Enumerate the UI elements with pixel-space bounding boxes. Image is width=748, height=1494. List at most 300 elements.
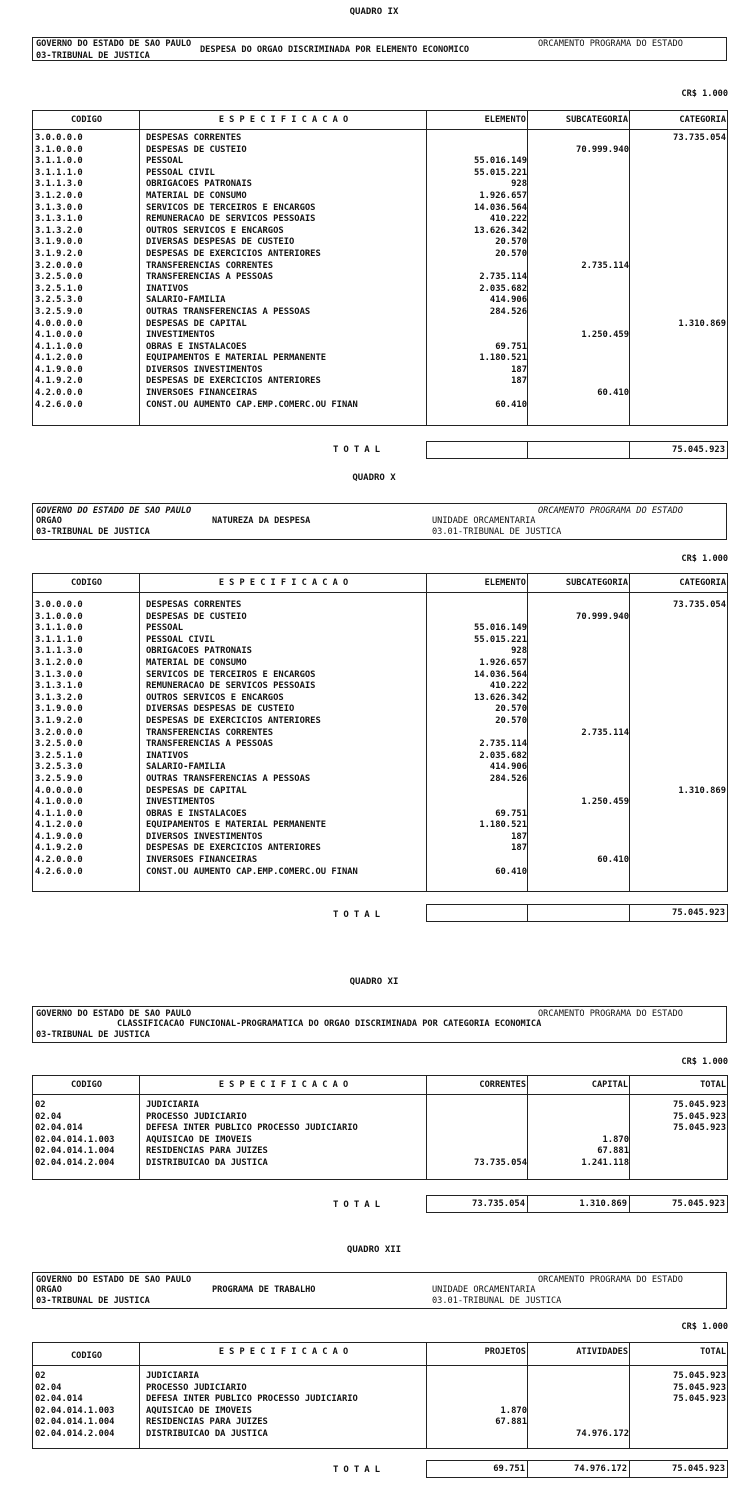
cell-col4: 67.881 xyxy=(597,1146,629,1157)
cell-codigo: 3.0.0.0.0 xyxy=(35,133,83,143)
cell-especificacao: SALARIO-FAMILIA xyxy=(146,762,226,773)
cell-especificacao: INATIVOS xyxy=(146,750,189,761)
table-row xyxy=(33,1100,727,1112)
cell-codigo: 4.0.0.0.0 xyxy=(35,318,83,329)
cell-codigo: 4.1.1.0.0 xyxy=(35,808,83,819)
cell-especificacao: OUTRAS TRANSFERENCIAS A PESSOAS xyxy=(146,773,311,784)
cell-codigo: 3.2.5.3.0 xyxy=(35,762,83,773)
cell-especificacao: DESPESAS DE CAPITAL xyxy=(146,785,247,796)
cell-especificacao: OUTROS SERVICOS E ENCARGOS xyxy=(146,692,284,703)
col-elemento: ELEMENTO xyxy=(484,578,526,588)
cell-codigo: 4.2.6.0.0 xyxy=(35,866,83,877)
cell-codigo: 3.2.5.1.0 xyxy=(35,283,83,294)
cell-especificacao: DISTRIBUICAO DA JUSTICA xyxy=(146,1428,268,1439)
cell-col3: 55.016.149 xyxy=(474,156,527,167)
quadro-ix-rows xyxy=(33,133,727,411)
cell-codigo: 3.1.3.1.0 xyxy=(35,214,83,225)
cell-codigo: 4.1.2.0.0 xyxy=(35,353,83,364)
cell-col5: 75.045.923 xyxy=(673,1111,726,1122)
cell-codigo: 02.04.014.1.003 xyxy=(35,1405,115,1416)
quadro-x-table xyxy=(32,573,728,892)
cell-col3: 13.626.342 xyxy=(474,692,527,703)
quadro-x-total-box xyxy=(426,904,728,922)
col-especificacao: E S P E C I F I C A C A O xyxy=(218,578,349,588)
col-categoria: CATEGORIA xyxy=(679,115,726,125)
quadro-xii-rows xyxy=(33,1371,727,1441)
cell-codigo: 4.2.6.0.0 xyxy=(35,399,83,410)
cell-codigo: 3.1.3.1.0 xyxy=(35,681,83,692)
table-row xyxy=(33,1406,727,1418)
cell-especificacao: RESIDENCIAS PARA JUIZES xyxy=(146,1417,268,1428)
total-atividades: 74.976.172 xyxy=(528,1461,630,1477)
cell-especificacao: SALARIO-FAMILIA xyxy=(146,295,226,306)
cell-col3: 187 xyxy=(511,376,527,387)
table-row xyxy=(33,191,727,203)
total-capital: 1.310.869 xyxy=(528,1196,630,1212)
header-organ: 03-TRIBUNAL DE JUSTICA xyxy=(36,51,150,61)
quadro-ix-table xyxy=(32,110,728,426)
table-row xyxy=(33,1146,727,1158)
quadro-xii-header-box xyxy=(32,1272,727,1309)
cell-col4: 60.410 xyxy=(597,388,629,399)
cell-codigo: 3.1.1.0.0 xyxy=(35,156,83,167)
cell-col5: 1.310.869 xyxy=(678,318,726,329)
cell-col3: 14.036.564 xyxy=(474,669,527,680)
cell-especificacao: OBRIGACOES PATRONAIS xyxy=(146,179,252,190)
cell-especificacao: DEFESA INTER PUBLICO PROCESSO JUDICIARIO xyxy=(146,1123,358,1134)
col-projetos: PROJETOS xyxy=(484,1347,526,1357)
cell-codigo: 3.0.0.0.0 xyxy=(35,600,83,610)
cell-codigo: 3.2.5.9.0 xyxy=(35,306,83,317)
cell-col3: 14.036.564 xyxy=(474,202,527,213)
cell-codigo: 4.1.0.0.0 xyxy=(35,797,83,808)
col-codigo: CODIGO xyxy=(70,115,103,125)
table-row xyxy=(33,1123,727,1135)
cell-codigo: 02.04 xyxy=(35,1382,62,1393)
table-row xyxy=(33,786,727,798)
col-total: TOTAL xyxy=(700,1347,726,1357)
header-unidade: 03.01-TRIBUNAL DE JUSTICA xyxy=(432,1296,562,1306)
cell-col4: 70.999.940 xyxy=(576,611,629,622)
cell-codigo: 3.1.2.0.0 xyxy=(35,190,83,201)
cell-codigo: 3.2.5.9.0 xyxy=(35,773,83,784)
table-row xyxy=(33,809,727,821)
cell-especificacao: DESPESAS DE EXERCICIOS ANTERIORES xyxy=(146,248,321,259)
table-row xyxy=(33,1135,727,1147)
total-categoria: 75.045.923 xyxy=(672,908,725,918)
cell-especificacao: DIVERSOS INVESTIMENTOS xyxy=(146,364,263,375)
cell-codigo: 3.1.3.0.0 xyxy=(35,669,83,680)
header-budget-program: ORCAMENTO PROGRAMA DO ESTADO xyxy=(538,506,683,516)
cell-col4: 1.250.459 xyxy=(581,330,629,341)
cell-col4: 60.410 xyxy=(597,855,629,866)
table-row xyxy=(33,612,727,624)
cell-codigo: 4.1.2.0.0 xyxy=(35,820,83,831)
cell-col3: 1.180.521 xyxy=(479,820,527,831)
cell-col3: 55.015.221 xyxy=(474,167,527,178)
table-row xyxy=(33,693,727,705)
header-subtitle: NATUREZA DA DESPESA xyxy=(212,516,311,526)
table-row xyxy=(33,751,727,763)
col-capital: CAPITAL xyxy=(591,1080,628,1090)
cell-col3: 2.035.682 xyxy=(479,283,527,294)
quadro-ix-header-box xyxy=(32,37,727,61)
cell-col4: 1.870 xyxy=(602,1134,629,1145)
cell-codigo: 3.1.3.2.0 xyxy=(35,225,83,236)
cell-especificacao: AQUISICAO DE IMOVEIS xyxy=(146,1405,252,1416)
cell-col3: 67.881 xyxy=(495,1417,527,1428)
cell-especificacao: TRANSFERENCIAS A PESSOAS xyxy=(146,739,274,750)
table-row xyxy=(33,1383,727,1395)
header-budget-program: ORCAMENTO PROGRAMA DO ESTADO xyxy=(538,39,683,49)
cell-col3: 2.035.682 xyxy=(479,750,527,761)
cell-col3: 187 xyxy=(511,843,527,854)
cell-codigo: 3.1.1.3.0 xyxy=(35,179,83,190)
header-subtitle: DESPESA DO ORGAO DISCRIMINADA POR ELEMENTO ECONOMICO xyxy=(200,45,470,55)
header-unidade-label: UNIDADE ORCAMENTARIA xyxy=(432,1285,536,1295)
cell-col5: 73.735.054 xyxy=(673,600,726,610)
cell-especificacao: PESSOAL CIVIL xyxy=(146,167,215,178)
col-especificacao: E S P E C I F I C A C A O xyxy=(218,115,349,125)
cell-col5: 75.045.923 xyxy=(673,1123,726,1134)
cell-codigo: 4.1.9.0.0 xyxy=(35,831,83,842)
header-subtitle: PROGRAMA DE TRABALHO xyxy=(212,1285,316,1295)
table-row xyxy=(33,623,727,635)
table-row xyxy=(33,1112,727,1124)
col-especificacao: E S P E C I F I C A C A O xyxy=(218,1347,349,1357)
cell-codigo: 3.1.0.0.0 xyxy=(35,144,83,155)
table-row xyxy=(33,261,727,273)
cell-col3: 73.735.054 xyxy=(474,1157,527,1168)
cell-col4: 70.999.940 xyxy=(576,144,629,155)
cell-col3: 13.626.342 xyxy=(474,225,527,236)
cell-codigo: 3.1.1.1.0 xyxy=(35,634,83,645)
cell-col3: 20.570 xyxy=(495,248,527,259)
cell-col3: 55.015.221 xyxy=(474,634,527,645)
table-row xyxy=(33,330,727,342)
cell-especificacao: DESPESAS DE EXERCICIOS ANTERIORES xyxy=(146,843,321,854)
table-header xyxy=(33,1076,727,1095)
cell-col4: 2.735.114 xyxy=(581,260,629,271)
table-row xyxy=(33,832,727,844)
header-government: GOVERNO DO ESTADO DE SAO PAULO xyxy=(36,1275,192,1285)
cell-col3: 187 xyxy=(511,364,527,375)
quadro-ix-title: QUADRO IX xyxy=(349,7,399,17)
col-total: TOTAL xyxy=(700,1080,726,1090)
quadro-x-total-label: TOTAL xyxy=(333,910,386,920)
cell-codigo: 02.04.014 xyxy=(35,1394,83,1405)
table-row xyxy=(33,728,727,740)
cell-especificacao: PESSOAL xyxy=(146,156,184,167)
total-elemento xyxy=(427,905,528,921)
cell-especificacao: OBRAS E INSTALACOES xyxy=(146,808,247,819)
col-subcategoria: SUBCATEGORIA xyxy=(565,578,628,588)
cell-especificacao: INVESTIMENTOS xyxy=(146,330,215,341)
cell-especificacao: OBRAS E INSTALACOES xyxy=(146,341,247,352)
quadro-ix-total-label: TOTAL xyxy=(333,445,386,455)
cell-especificacao: MATERIAL DE CONSUMO xyxy=(146,190,247,201)
cell-col3: 414.906 xyxy=(489,762,527,773)
cell-col5: 75.045.923 xyxy=(673,1371,726,1381)
cell-col3: 69.751 xyxy=(495,808,527,819)
cell-codigo: 4.1.0.0.0 xyxy=(35,330,83,341)
table-row xyxy=(33,272,727,284)
quadro-xii-table xyxy=(32,1342,728,1449)
table-row xyxy=(33,237,727,249)
cell-codigo: 4.1.9.2.0 xyxy=(35,376,83,387)
cell-codigo: 4.0.0.0.0 xyxy=(35,785,83,796)
col-subcategoria: SUBCATEGORIA xyxy=(565,115,628,125)
table-row xyxy=(33,762,727,774)
cell-especificacao: EQUIPAMENTOS E MATERIAL PERMANENTE xyxy=(146,353,327,364)
quadro-xi-header-box xyxy=(32,1006,727,1043)
cell-especificacao: OUTROS SERVICOS E ENCARGOS xyxy=(146,225,284,236)
table-row xyxy=(33,820,727,832)
cell-col3: 410.222 xyxy=(489,681,527,692)
quadro-xi-rows xyxy=(33,1100,727,1170)
cell-especificacao: DIVERSAS DESPESAS DE CUSTEIO xyxy=(146,237,295,248)
cell-col3: 20.570 xyxy=(495,715,527,726)
quadro-ix-total-box xyxy=(426,441,728,459)
table-row xyxy=(33,214,727,226)
col-codigo: CODIGO xyxy=(70,1080,103,1090)
cell-col5: 75.045.923 xyxy=(673,1394,726,1405)
cell-codigo: 4.1.9.0.0 xyxy=(35,364,83,375)
table-row xyxy=(33,797,727,809)
cell-codigo: 4.2.0.0.0 xyxy=(35,388,83,399)
table-row xyxy=(33,388,727,400)
quadro-xi-title: QUADRO XI xyxy=(349,977,399,987)
cell-col3: 928 xyxy=(511,646,527,657)
quadro-xi-unit: CR$ 1.000 xyxy=(681,1057,728,1067)
col-elemento: ELEMENTO xyxy=(484,115,526,125)
cell-col3: 2.735.114 xyxy=(479,739,527,750)
cell-col3: 414.906 xyxy=(489,295,527,306)
cell-codigo: 02.04.014.2.004 xyxy=(35,1428,115,1439)
col-categoria: CATEGORIA xyxy=(679,578,726,588)
cell-codigo: 3.1.3.0.0 xyxy=(35,202,83,213)
cell-col5: 75.045.923 xyxy=(673,1100,726,1110)
quadro-ix-unit: CR$ 1.000 xyxy=(681,89,728,99)
cell-col4: 74.976.172 xyxy=(576,1428,629,1439)
cell-codigo: 4.1.9.2.0 xyxy=(35,843,83,854)
cell-col3: 60.410 xyxy=(495,399,527,410)
table-row xyxy=(33,716,727,728)
cell-col4: 1.250.459 xyxy=(581,797,629,808)
cell-col3: 20.570 xyxy=(495,237,527,248)
cell-codigo: 3.1.2.0.0 xyxy=(35,657,83,668)
quadro-xii-title: QUADRO XII xyxy=(346,1245,402,1255)
quadro-x-unit: CR$ 1.000 xyxy=(681,554,728,564)
table-row xyxy=(33,635,727,647)
table-row xyxy=(33,658,727,670)
total-elemento xyxy=(427,442,528,458)
col-especificacao: E S P E C I F I C A C A O xyxy=(218,1080,349,1090)
cell-codigo: 3.2.0.0.0 xyxy=(35,260,83,271)
table-row xyxy=(33,249,727,261)
cell-especificacao: PROCESSO JUDICIARIO xyxy=(146,1382,247,1393)
table-row xyxy=(33,319,727,331)
table-row xyxy=(33,1417,727,1429)
cell-codigo: 3.1.9.0.0 xyxy=(35,237,83,248)
cell-codigo: 02.04.014 xyxy=(35,1123,83,1134)
table-row xyxy=(33,342,727,354)
total-categoria: 75.045.923 xyxy=(672,445,725,455)
cell-codigo: 3.2.5.0.0 xyxy=(35,272,83,283)
cell-codigo: 02.04.014.2.004 xyxy=(35,1157,115,1168)
quadro-xii-unit: CR$ 1.000 xyxy=(681,1322,728,1332)
cell-codigo: 3.1.1.0.0 xyxy=(35,623,83,634)
cell-col3: 1.870 xyxy=(500,1405,527,1416)
cell-especificacao: CONST.OU AUMENTO CAP.EMP.COMERC.OU FINAN xyxy=(146,399,358,410)
table-row xyxy=(33,681,727,693)
cell-col3: 1.926.657 xyxy=(479,657,527,668)
table-row xyxy=(33,307,727,319)
quadro-xi-total-box xyxy=(426,1195,728,1213)
header-unidade: 03.01-TRIBUNAL DE JUSTICA xyxy=(432,527,562,537)
table-row xyxy=(33,179,727,191)
cell-codigo: 02 xyxy=(35,1100,46,1110)
header-unidade-label: UNIDADE ORCAMENTARIA xyxy=(432,516,536,526)
cell-codigo: 3.2.5.0.0 xyxy=(35,739,83,750)
cell-especificacao: PESSOAL xyxy=(146,623,184,634)
cell-codigo: 3.2.5.1.0 xyxy=(35,750,83,761)
quadro-xi-table xyxy=(32,1075,728,1180)
total-subcategoria xyxy=(528,905,630,921)
cell-col3: 410.222 xyxy=(489,214,527,225)
cell-especificacao: CONST.OU AUMENTO CAP.EMP.COMERC.OU FINAN xyxy=(146,866,358,877)
cell-especificacao: DESPESAS DE CAPITAL xyxy=(146,318,247,329)
cell-col3: 284.526 xyxy=(489,306,527,317)
table-row xyxy=(33,226,727,238)
col-correntes: CORRENTES xyxy=(479,1080,526,1090)
cell-codigo: 02.04 xyxy=(35,1111,62,1122)
cell-col3: 1.926.657 xyxy=(479,190,527,201)
cell-especificacao: REMUNERACAO DE SERVICOS PESSOAIS xyxy=(146,681,316,692)
cell-codigo: 3.1.9.2.0 xyxy=(35,715,83,726)
table-header xyxy=(33,111,727,130)
header-organ: 03-TRIBUNAL DE JUSTICA xyxy=(36,527,150,537)
cell-col3: 20.570 xyxy=(495,704,527,715)
quadro-xi-total-label: TOTAL xyxy=(333,1200,386,1210)
quadro-x-title: QUADRO X xyxy=(352,473,396,483)
header-organ: 03-TRIBUNAL DE JUSTICA xyxy=(36,1030,150,1040)
table-row xyxy=(33,1158,727,1170)
cell-especificacao: OBRIGACOES PATRONAIS xyxy=(146,646,252,657)
table-row xyxy=(33,600,727,612)
table-row xyxy=(33,376,727,388)
table-row xyxy=(33,1429,727,1441)
cell-especificacao: OUTRAS TRANSFERENCIAS A PESSOAS xyxy=(146,306,311,317)
table-row xyxy=(33,156,727,168)
header-government: GOVERNO DO ESTADO DE SAO PAULO xyxy=(36,506,192,516)
header-orgao-label: ORGAO xyxy=(36,1285,62,1295)
cell-especificacao: SERVICOS DE TERCEIROS E ENCARGOS xyxy=(146,669,316,680)
cell-codigo: 4.2.0.0.0 xyxy=(35,855,83,866)
total-total: 75.045.923 xyxy=(672,1199,725,1209)
cell-codigo: 3.2.5.3.0 xyxy=(35,295,83,306)
cell-especificacao: DIVERSAS DESPESAS DE CUSTEIO xyxy=(146,704,295,715)
cell-col5: 73.735.054 xyxy=(673,133,726,143)
table-row xyxy=(33,400,727,412)
table-row xyxy=(33,739,727,751)
table-row xyxy=(33,203,727,215)
cell-especificacao: TRANSFERENCIAS A PESSOAS xyxy=(146,272,274,283)
table-row xyxy=(33,284,727,296)
cell-col3: 187 xyxy=(511,831,527,842)
cell-col5: 75.045.923 xyxy=(673,1382,726,1393)
cell-especificacao: DEFESA INTER PUBLICO PROCESSO JUDICIARIO xyxy=(146,1394,358,1405)
cell-especificacao: DESPESAS DE EXERCICIOS ANTERIORES xyxy=(146,376,321,387)
table-row xyxy=(33,670,727,682)
cell-especificacao: INVERSOES FINANCEIRAS xyxy=(146,388,258,399)
table-row xyxy=(33,145,727,157)
cell-especificacao: JUDICIARIA xyxy=(146,1100,199,1110)
cell-especificacao: INVERSOES FINANCEIRAS xyxy=(146,855,258,866)
table-row xyxy=(33,353,727,365)
cell-especificacao: DESPESAS DE CUSTEIO xyxy=(146,144,247,155)
cell-col3: 2.735.114 xyxy=(479,272,527,283)
header-government: GOVERNO DO ESTADO DE SAO PAULO xyxy=(36,39,192,49)
cell-codigo: 02 xyxy=(35,1371,46,1381)
cell-codigo: 3.2.0.0.0 xyxy=(35,727,83,738)
table-row xyxy=(33,843,727,855)
cell-especificacao: AQUISICAO DE IMOVEIS xyxy=(146,1134,252,1145)
cell-col3: 1.180.521 xyxy=(479,353,527,364)
header-organ: 03-TRIBUNAL DE JUSTICA xyxy=(36,1296,150,1306)
total-projetos: 69.751 xyxy=(427,1461,528,1477)
cell-especificacao: PROCESSO JUDICIARIO xyxy=(146,1111,247,1122)
quadro-xii-total-label: TOTAL xyxy=(333,1465,386,1475)
quadro-x-header-box xyxy=(32,503,727,540)
cell-codigo: 02.04.014.1.004 xyxy=(35,1417,115,1428)
cell-especificacao: TRANSFERENCIAS CORRENTES xyxy=(146,727,274,738)
cell-codigo: 3.1.9.0.0 xyxy=(35,704,83,715)
cell-especificacao: INVESTIMENTOS xyxy=(146,797,215,808)
table-row xyxy=(33,1371,727,1383)
cell-especificacao: INATIVOS xyxy=(146,283,189,294)
cell-especificacao: MATERIAL DE CONSUMO xyxy=(146,657,247,668)
table-row xyxy=(33,704,727,716)
cell-col3: 60.410 xyxy=(495,866,527,877)
cell-especificacao: EQUIPAMENTOS E MATERIAL PERMANENTE xyxy=(146,820,327,831)
cell-especificacao: JUDICIARIA xyxy=(146,1371,199,1381)
cell-col3: 284.526 xyxy=(489,773,527,784)
quadro-x-rows xyxy=(33,600,727,878)
header-budget-program: ORCAMENTO PROGRAMA DO ESTADO xyxy=(538,1009,683,1019)
cell-col4: 2.735.114 xyxy=(581,727,629,738)
header-orgao-label: ORGAO xyxy=(36,516,62,526)
cell-especificacao: DESPESAS DE EXERCICIOS ANTERIORES xyxy=(146,715,321,726)
total-total: 75.045.923 xyxy=(672,1464,725,1474)
col-codigo: CODIGO xyxy=(70,578,103,588)
cell-codigo: 3.1.1.3.0 xyxy=(35,646,83,657)
cell-codigo: 3.1.9.2.0 xyxy=(35,248,83,259)
cell-especificacao: DESPESAS CORRENTES xyxy=(146,133,242,143)
total-subcategoria xyxy=(528,442,630,458)
table-row xyxy=(33,168,727,180)
header-government: GOVERNO DO ESTADO DE SAO PAULO xyxy=(36,1009,192,1019)
table-row xyxy=(33,855,727,867)
col-codigo: CODIGO xyxy=(70,1351,103,1361)
cell-col4: 1.241.118 xyxy=(581,1157,629,1168)
table-header xyxy=(33,574,727,593)
cell-codigo: 02.04.014.1.004 xyxy=(35,1146,115,1157)
cell-especificacao: TRANSFERENCIAS CORRENTES xyxy=(146,260,274,271)
cell-especificacao: REMUNERACAO DE SERVICOS PESSOAIS xyxy=(146,214,316,225)
table-row xyxy=(33,295,727,307)
cell-especificacao: RESIDENCIAS PARA JUIZES xyxy=(146,1146,268,1157)
